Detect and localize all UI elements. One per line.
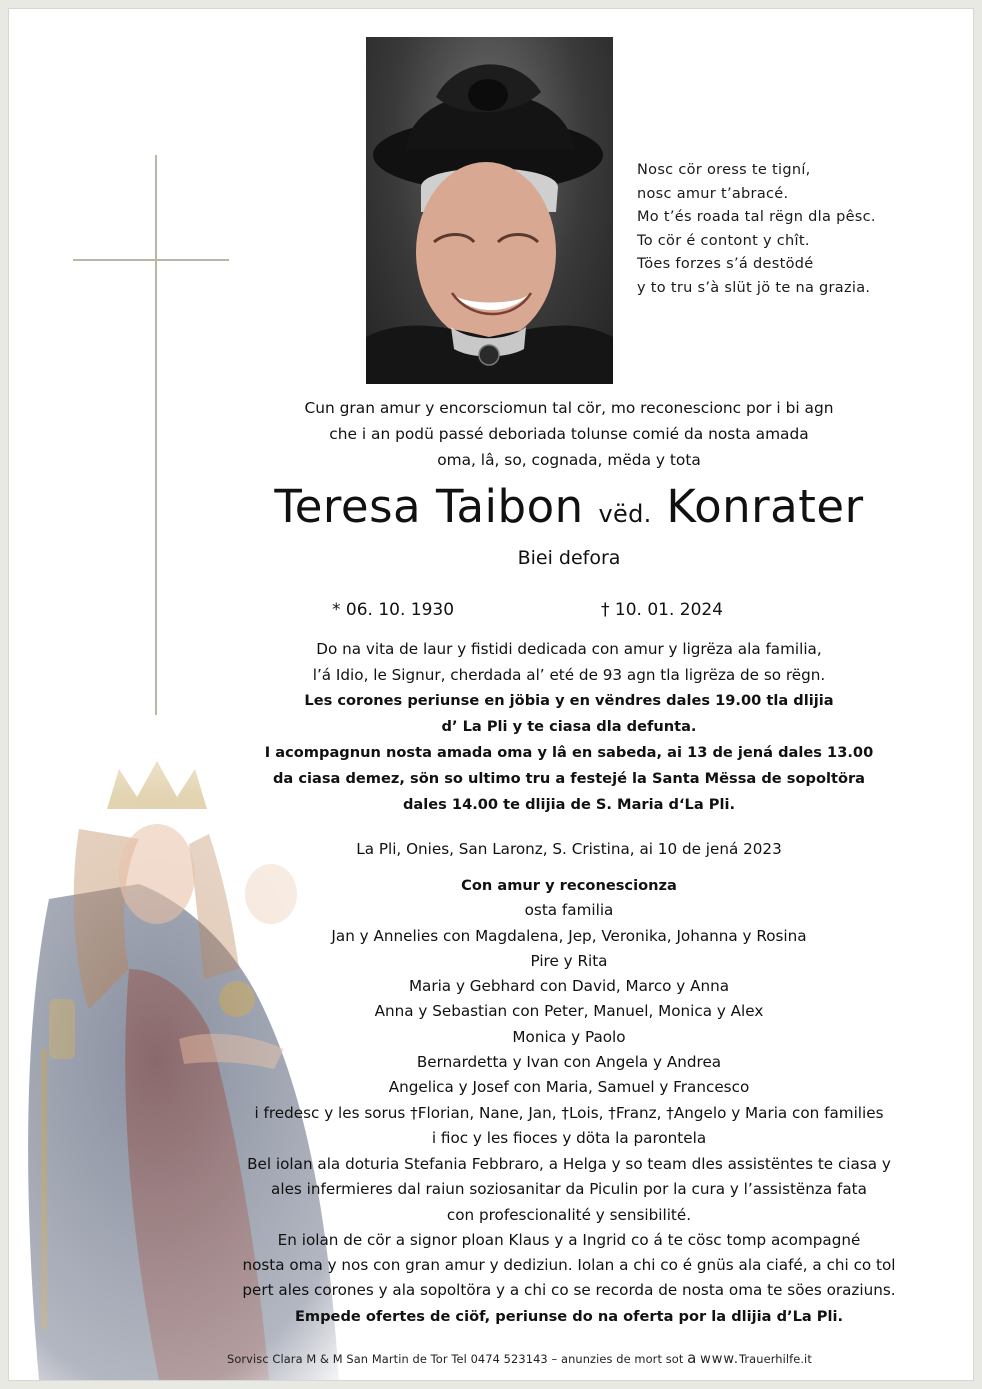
thanks-line: con profescionalité y sensibilité. <box>446 1205 692 1224</box>
announcement <box>179 637 959 818</box>
maiden-name: Konrater <box>666 480 864 533</box>
footer-text: Sorvisc Clara M & M San Martin de Tor Tel 0474 523143 – anunzies de mort sot <box>227 1352 684 1366</box>
poem <box>637 159 957 301</box>
cross-vertical-bar <box>155 155 157 715</box>
donation-note: Empede ofertes de ciöf, periunse do na oferta por la dlijia d’La Pli. <box>294 1307 844 1325</box>
family-line: Pire y Rita <box>530 951 608 970</box>
first-name: Teresa Taibon <box>274 480 584 533</box>
deceased-name <box>179 479 959 542</box>
poem-line: To cör é contont y chît. <box>637 232 810 249</box>
family-heading: Con amur y reconescionza <box>461 877 677 894</box>
intro-line: oma, lâ, so, cognada, mëda y tota <box>437 451 701 469</box>
poem-line: Mo t’és roada tal rëgn dla pêsc. <box>637 209 876 226</box>
poem-line: Töes forzes s’á destödé <box>637 256 814 273</box>
family-line: Monica y Paolo <box>512 1027 626 1046</box>
intro-line: Cun gran amur y encorsciomun tal cör, mo reconescionc por i bi agn <box>304 399 834 417</box>
funeral-info: da ciasa demez, sön so ultimo tru a festejé la Santa Mëssa de sopoltöra <box>272 770 866 787</box>
poem-line: Nosc cör oress te tigní, <box>637 162 811 178</box>
intro-line: che i an podü passé deboriada tolunse comié da nosta amada <box>329 425 809 443</box>
birth-date: * 06. 10. 1930 <box>332 600 455 620</box>
footer-a: a <box>687 1349 697 1367</box>
funeral-info: I acompagnun nosta amada oma y lâ en sabeda, ai 13 de jená dales 13.00 <box>264 744 874 761</box>
house-name: Biei defora <box>517 547 621 569</box>
family-line: Anna y Sebastian con Peter, Manuel, Monica y Alex <box>374 1002 764 1021</box>
death-date: † 10. 01. 2024 <box>601 600 724 620</box>
family-line: i fredesc y les sorus †Florian, Nane, Jan, †Lois, †Franz, †Angelo y Maria con families <box>254 1103 884 1122</box>
thanks-line: ales infermieres dal raiun soziosanitar da Piculin por la cura y l’assistënza fata <box>271 1180 867 1199</box>
poem-line: nosc amur t’abracé. <box>637 185 789 202</box>
cross-horizontal-bar <box>73 259 229 261</box>
rosary-info: Les corones periunse en jöbia y en vëndres dales 19.00 tla dlijia <box>304 692 834 709</box>
family-line: Maria y Gebhard con David, Marco y Anna <box>408 977 730 996</box>
thanks-line: nosta oma y nos con gran amur y dediziun. Iolan a chi co é gnüs ala ciafé, a chi co tol <box>242 1256 896 1275</box>
portrait-photo <box>366 37 613 384</box>
announce-line: Do na vita de laur y fistidi dedicada con amur y ligrëza ala familia, <box>316 640 822 658</box>
thanks-line: Bel iolan ala doturia Stefania Febbraro, a Helga y so team dles assistëntes te ciasa y <box>247 1155 891 1173</box>
announce-line: l’á Idio, le Signur, cherdada al’ eté de 93 agn tla ligrëza de so rëgn. <box>312 665 826 684</box>
thanks-line: pert ales corones y ala sopoltöra y a chi co se recorda de nosta oma te söes oraziuns. <box>242 1281 896 1300</box>
family-line: Angelica y Josef con Maria, Samuel y Francesco <box>388 1078 750 1097</box>
footer-site: Trauerhilfe.it <box>739 1352 812 1366</box>
widow-abbrev: vëd. <box>598 500 652 528</box>
poem-line: y to tru s’à slüt jö te na grazia. <box>637 279 871 296</box>
family-list <box>179 873 959 1151</box>
family-line: Jan y Annelies con Magdalena, Jep, Veronika, Johanna y Rosina <box>331 926 807 945</box>
rosary-info: d’ La Pli y te ciasa dla defunta. <box>441 718 697 735</box>
thanks-text <box>179 1152 959 1329</box>
intro-text <box>179 395 959 473</box>
family-line: Bernardetta y Ivan con Angela y Andrea <box>416 1053 722 1072</box>
thanks-line: En iolan de cör a signor ploan Klaus y a Ingrid co á te cösc tomp acompagné <box>277 1230 861 1249</box>
obituary-page <box>8 8 974 1381</box>
family-line: osta familia <box>524 901 614 920</box>
footer-www: www. <box>700 1352 740 1367</box>
footer <box>227 1349 812 1367</box>
place-and-date: La Pli, Onies, San Laronz, S. Cristina, ai 10 de jená 2023 <box>356 840 782 858</box>
funeral-info: dales 14.00 te dlijia de S. Maria d‘La Pli. <box>402 796 736 813</box>
family-line: i fioc y les fioces y döta la parontela <box>431 1128 707 1147</box>
portrait-illustration <box>366 37 613 384</box>
